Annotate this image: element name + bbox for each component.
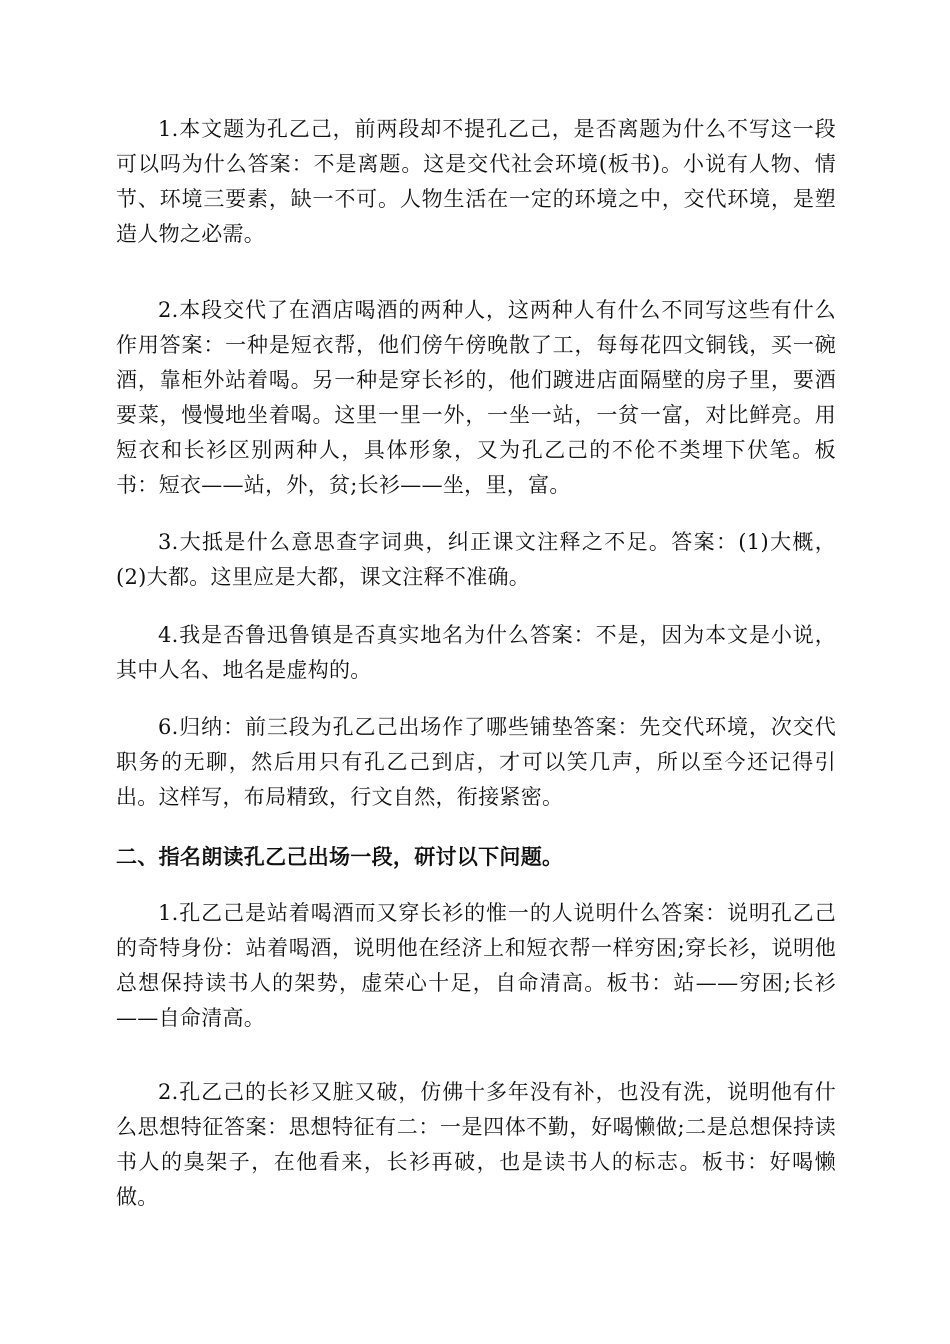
paragraph-7: 2.孔乙己的长衫又脏又破，仿佛十多年没有补，也没有洗，说明他有什么思想特征答案：思想特征有二：一是四体不勤，好喝懒做;二是总想保持读书人的臭架子，在他看来，长衫再破，也是读书人的标志。板书：好喝懒做。 — [116, 1080, 836, 1209]
paragraph-1: 1.本文题为孔乙己，前两段却不提孔乙己，是否离题为什么不写这一段可以吗为什么答案：不是离题。这是交代社会环境(板书)。小说有人物、情节、环境三要素，缺一不可。人物生活在一定的环境之中，交代环境，是塑造人物之必需。 — [116, 117, 836, 246]
paragraph-5: 6.归纳：前三段为孔乙己出场作了哪些铺垫答案：先交代环境，次交代职务的无聊，然后用只有孔乙己到店，才可以笑几声，所以至今还记得引出。这样写，布局精致，行文自然，衔接紧密。 — [116, 715, 836, 809]
paragraph-3: 3.大抵是什么意思查字词典，纠正课文注释之不足。答案：(1)大概，(2)大都。这里应是大都，课文注释不准确。 — [116, 530, 836, 589]
section-heading: 二、指名朗读孔乙己出场一段，研讨以下问题。 — [116, 845, 564, 869]
paragraph-6: 1.孔乙己是站着喝酒而又穿长衫的惟一的人说明什么答案：说明孔乙己的奇特身份：站着喝酒，说明他在经济上和短衣帮一样穷困;穿长衫，说明他总想保持读书人的架势，虚荣心十足，自命清高。板书：站——穷困;长衫——自命清高。 — [116, 901, 836, 1030]
paragraph-2: 2.本段交代了在酒店喝酒的两种人，这两种人有什么不同写这些有什么作用答案：一种是短衣帮，他们傍午傍晚散了工，每每花四文铜钱，买一碗酒，靠柜外站着喝。另一种是穿长衫的，他们踱进店面隔壁的房子里，要酒要菜，慢慢地坐着喝。这里一里一外，一坐一站，一贫一富，对比鲜亮。用短衣和长衫区别两种人，具体形象，又为孔乙己的不伦不类埋下伏笔。板书：短衣——站，外，贫;长衫——坐，里，富。 — [116, 298, 836, 497]
paragraph-4: 4.我是否鲁迅鲁镇是否真实地名为什么答案：不是，因为本文是小说，其中人名、地名是虚构的。 — [116, 623, 836, 682]
